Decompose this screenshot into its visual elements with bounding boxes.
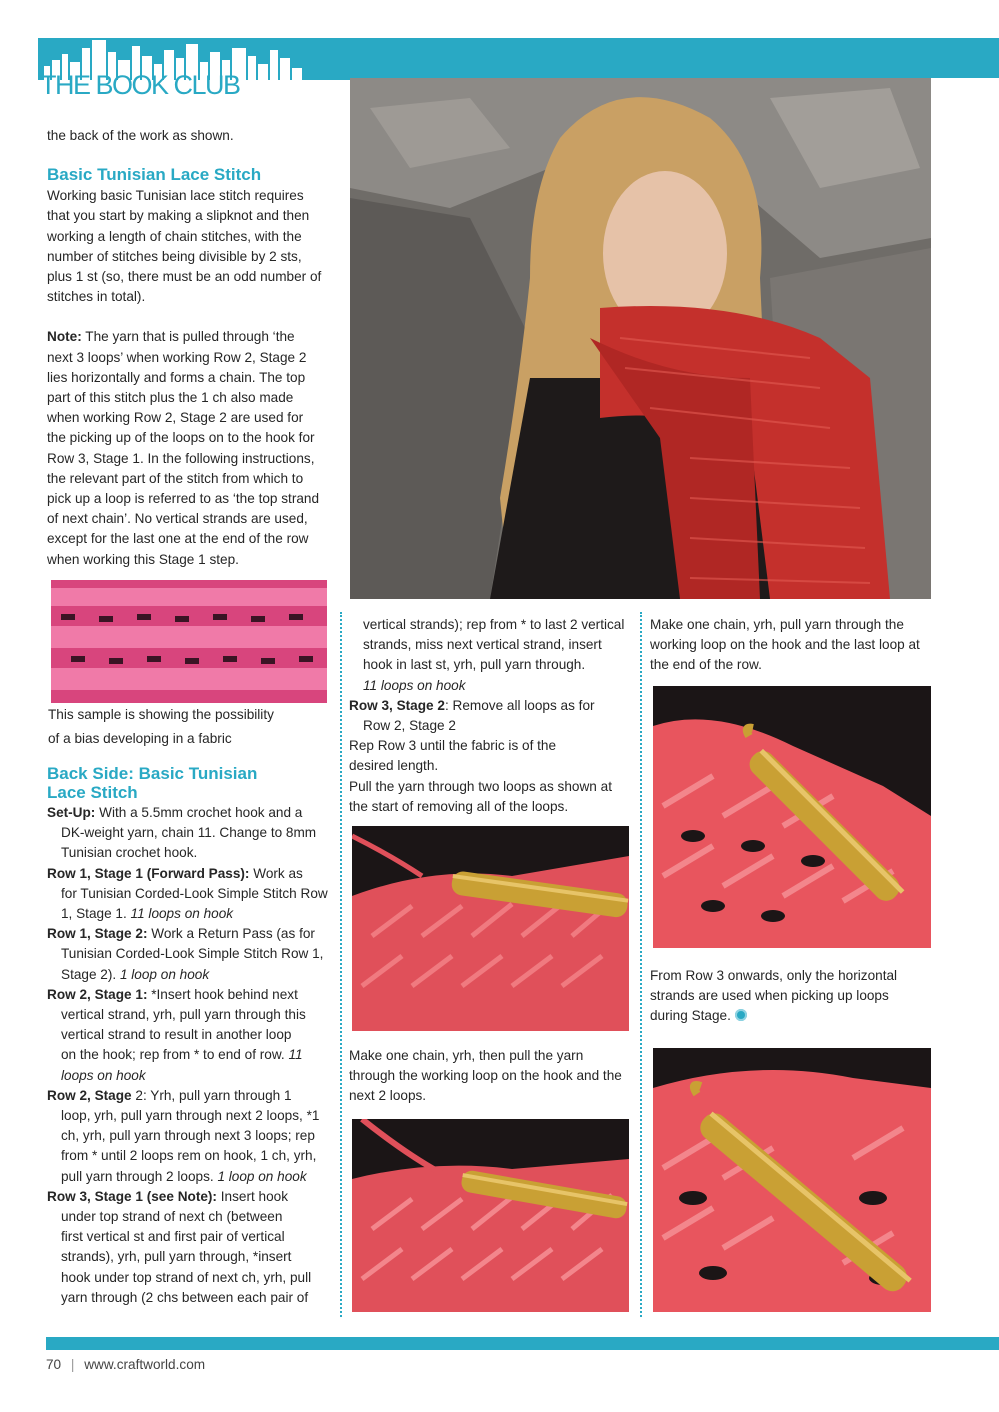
instruction-row1-stage2: Row 1, Stage 2: Work a Return Pass (as for [47,926,315,942]
column-divider [340,612,342,1317]
footer [46,1357,205,1372]
instruction-line: vertical strand to result in another loop [61,1027,292,1043]
heading-back-side: Back Side: Basic Tunisian [47,764,258,783]
caption-line: working loop on the hook and the last loop at [650,637,920,653]
note-line: the picking up of the loops on to the hook for [47,430,315,446]
cont-line: vertical strands); rep from * to last 2 vertical [363,617,625,632]
caption-line: Make one chain, yrh, pull yarn through the [650,617,904,632]
caption-line-with-icon: during Stage. [650,1006,950,1026]
column-2-text [349,615,639,817]
note-line: part of this stitch plus the 1 ch also made [47,390,294,406]
instruction-row2-stage2: Row 2, Stage 2: Yrh, pull yarn through 1 [47,1087,292,1103]
note-line: when working this Stage 1 step. [47,551,239,567]
instruction-line: DK-weight yarn, chain 11. Change to 8mm [61,825,317,841]
para1-line: Working basic Tunisian lace stitch requires [47,188,304,204]
note-line: of next chain’. No vertical strands are used, [47,511,308,527]
instruction-line: Tunisian Corded-Look Simple Stitch Row 1, [61,946,324,962]
cont-italic: 11 loops on hook [363,677,466,693]
page-number: 70 [46,1357,62,1372]
instruction-line: vertical strand, yrh, pull yarn through this [61,1007,306,1023]
note-line: pick up a loop is referred to as ‘the top strand [47,491,320,507]
pull-line: the start of removing all of the loops. [349,798,569,814]
instruction-row1-stage1: Row 1, Stage 1 (Forward Pass): Work as [47,865,303,881]
note-line: except for the last one at the end of the row [47,531,309,547]
para1-line: number of stitches being divisible by 2 sts, [47,248,302,264]
instruction-row2-stage1: Row 2, Stage 1: *Insert hook behind next [47,986,298,1002]
column-3-caption-1 [650,615,950,676]
section-title: THE BOOK CLUB [40,70,240,100]
sample-caption-line-2: of a bias developing in a fabric [44,728,236,750]
note-line: lies horizontally and forms a chain. The top [47,369,306,385]
instruction-line: under top strand of next ch (between [61,1209,283,1225]
instruction-row3-stage1: Row 3, Stage 1 (see Note): Insert hook [47,1188,288,1204]
instruction-line: yarn through (2 chs between each pair of [61,1289,309,1305]
note-text: The yarn that is pulled through ‘the [81,329,295,345]
note-line: when working Row 2, Stage 2 are used for [47,410,304,426]
footer-separator: | [70,1357,75,1372]
instruction-line: Row 2, Stage 2 [363,718,456,734]
heading-basic-lace: Basic Tunisian Lace Stitch [47,165,262,185]
note-line: Row 3, Stage 1. In the following instructions, [47,450,315,466]
hook-photo-3 [653,686,931,948]
sample-caption-line-1: This sample is showing the possibility [44,704,278,726]
para1-line: stitches in total). [47,289,146,305]
heading-back-side-2: Lace Stitch [47,783,138,802]
footer-url[interactable]: www.craftworld.com [84,1357,206,1372]
hook-photo-2 [352,1119,629,1312]
column-divider [640,612,642,1317]
caption-line: through the working loop on the hook and the [349,1068,622,1084]
caption-line: the end of the row. [650,657,762,673]
instruction-line: first vertical st and first pair of vertical [61,1229,285,1245]
instruction-line: ch, yrh, pull yarn through next 3 loops; rep [61,1128,315,1144]
intro-tail: the back of the work as shown. [47,128,234,143]
portrait-photo [350,78,931,599]
cont-line: strands, miss next vertical strand, insert [363,637,602,653]
footer-bar [46,1337,999,1350]
column-1-bottom [47,764,337,1308]
instruction-line: pull yarn through 2 loops. 1 loop on hook [61,1168,307,1184]
instruction-line: hook under top strand of next ch, yrh, pull [61,1269,312,1285]
instruction-line: Stage 2). 1 loop on hook [61,966,210,982]
pink-swatch-photo [51,580,327,703]
cont-line: hook in last st, yrh, pull yarn through. [363,657,586,673]
hook-photo-4 [653,1048,931,1312]
instruction-setup: Set-Up: With a 5.5mm crochet hook and a [47,805,303,820]
instruction-line: loop, yrh, pull yarn through next 2 loops, *1 [61,1108,320,1124]
instruction-row3-stage2: Row 3, Stage 2: Remove all loops as for [349,697,595,713]
instruction-line: Tunisian crochet hook. [61,845,198,861]
para1-line: that you start by making a slipknot and then [47,208,310,224]
instruction-line: from * until 2 loops rem on hook, 1 ch, yrh, [61,1148,317,1164]
caption-line: next 2 loops. [349,1088,427,1104]
instruction-line: strands), yrh, pull yarn through, *insert [61,1249,292,1265]
column-1-top [47,126,337,570]
note-line: next 3 loops’ when working Row 2, Stage 2 [47,349,307,365]
rep-line: desired length. [349,758,439,774]
instruction-line: for Tunisian Corded-Look Simple Stitch Row [61,885,328,901]
para1-line: working a length of chain stitches, with the [47,228,302,244]
para1-line: plus 1 st (so, there must be an odd number of [47,269,322,285]
pull-line: Pull the yarn through two loops as shown at [349,778,612,794]
instruction-line: 1, Stage 1. 11 loops on hook [61,906,234,922]
rep-line: Rep Row 3 until the fabric is of the [349,738,557,754]
note-line [47,327,337,347]
note-line: the relevant part of the stitch from which to [47,470,304,486]
hook-photo-1 [352,826,629,1031]
caption-line: strands are used when picking up loops [650,988,889,1004]
note-label: Note: [47,329,82,345]
caption-line: Make one chain, yrh, then pull the yarn [349,1048,584,1063]
instruction-line: on the hook; rep from * to end of row. 11 loops on hook [61,1047,303,1083]
column-2-caption [349,1046,639,1107]
column-3-caption-2 [650,966,950,1027]
yarn-ball-icon [735,1009,747,1021]
caption-line: From Row 3 onwards, only the horizontal [650,968,898,983]
